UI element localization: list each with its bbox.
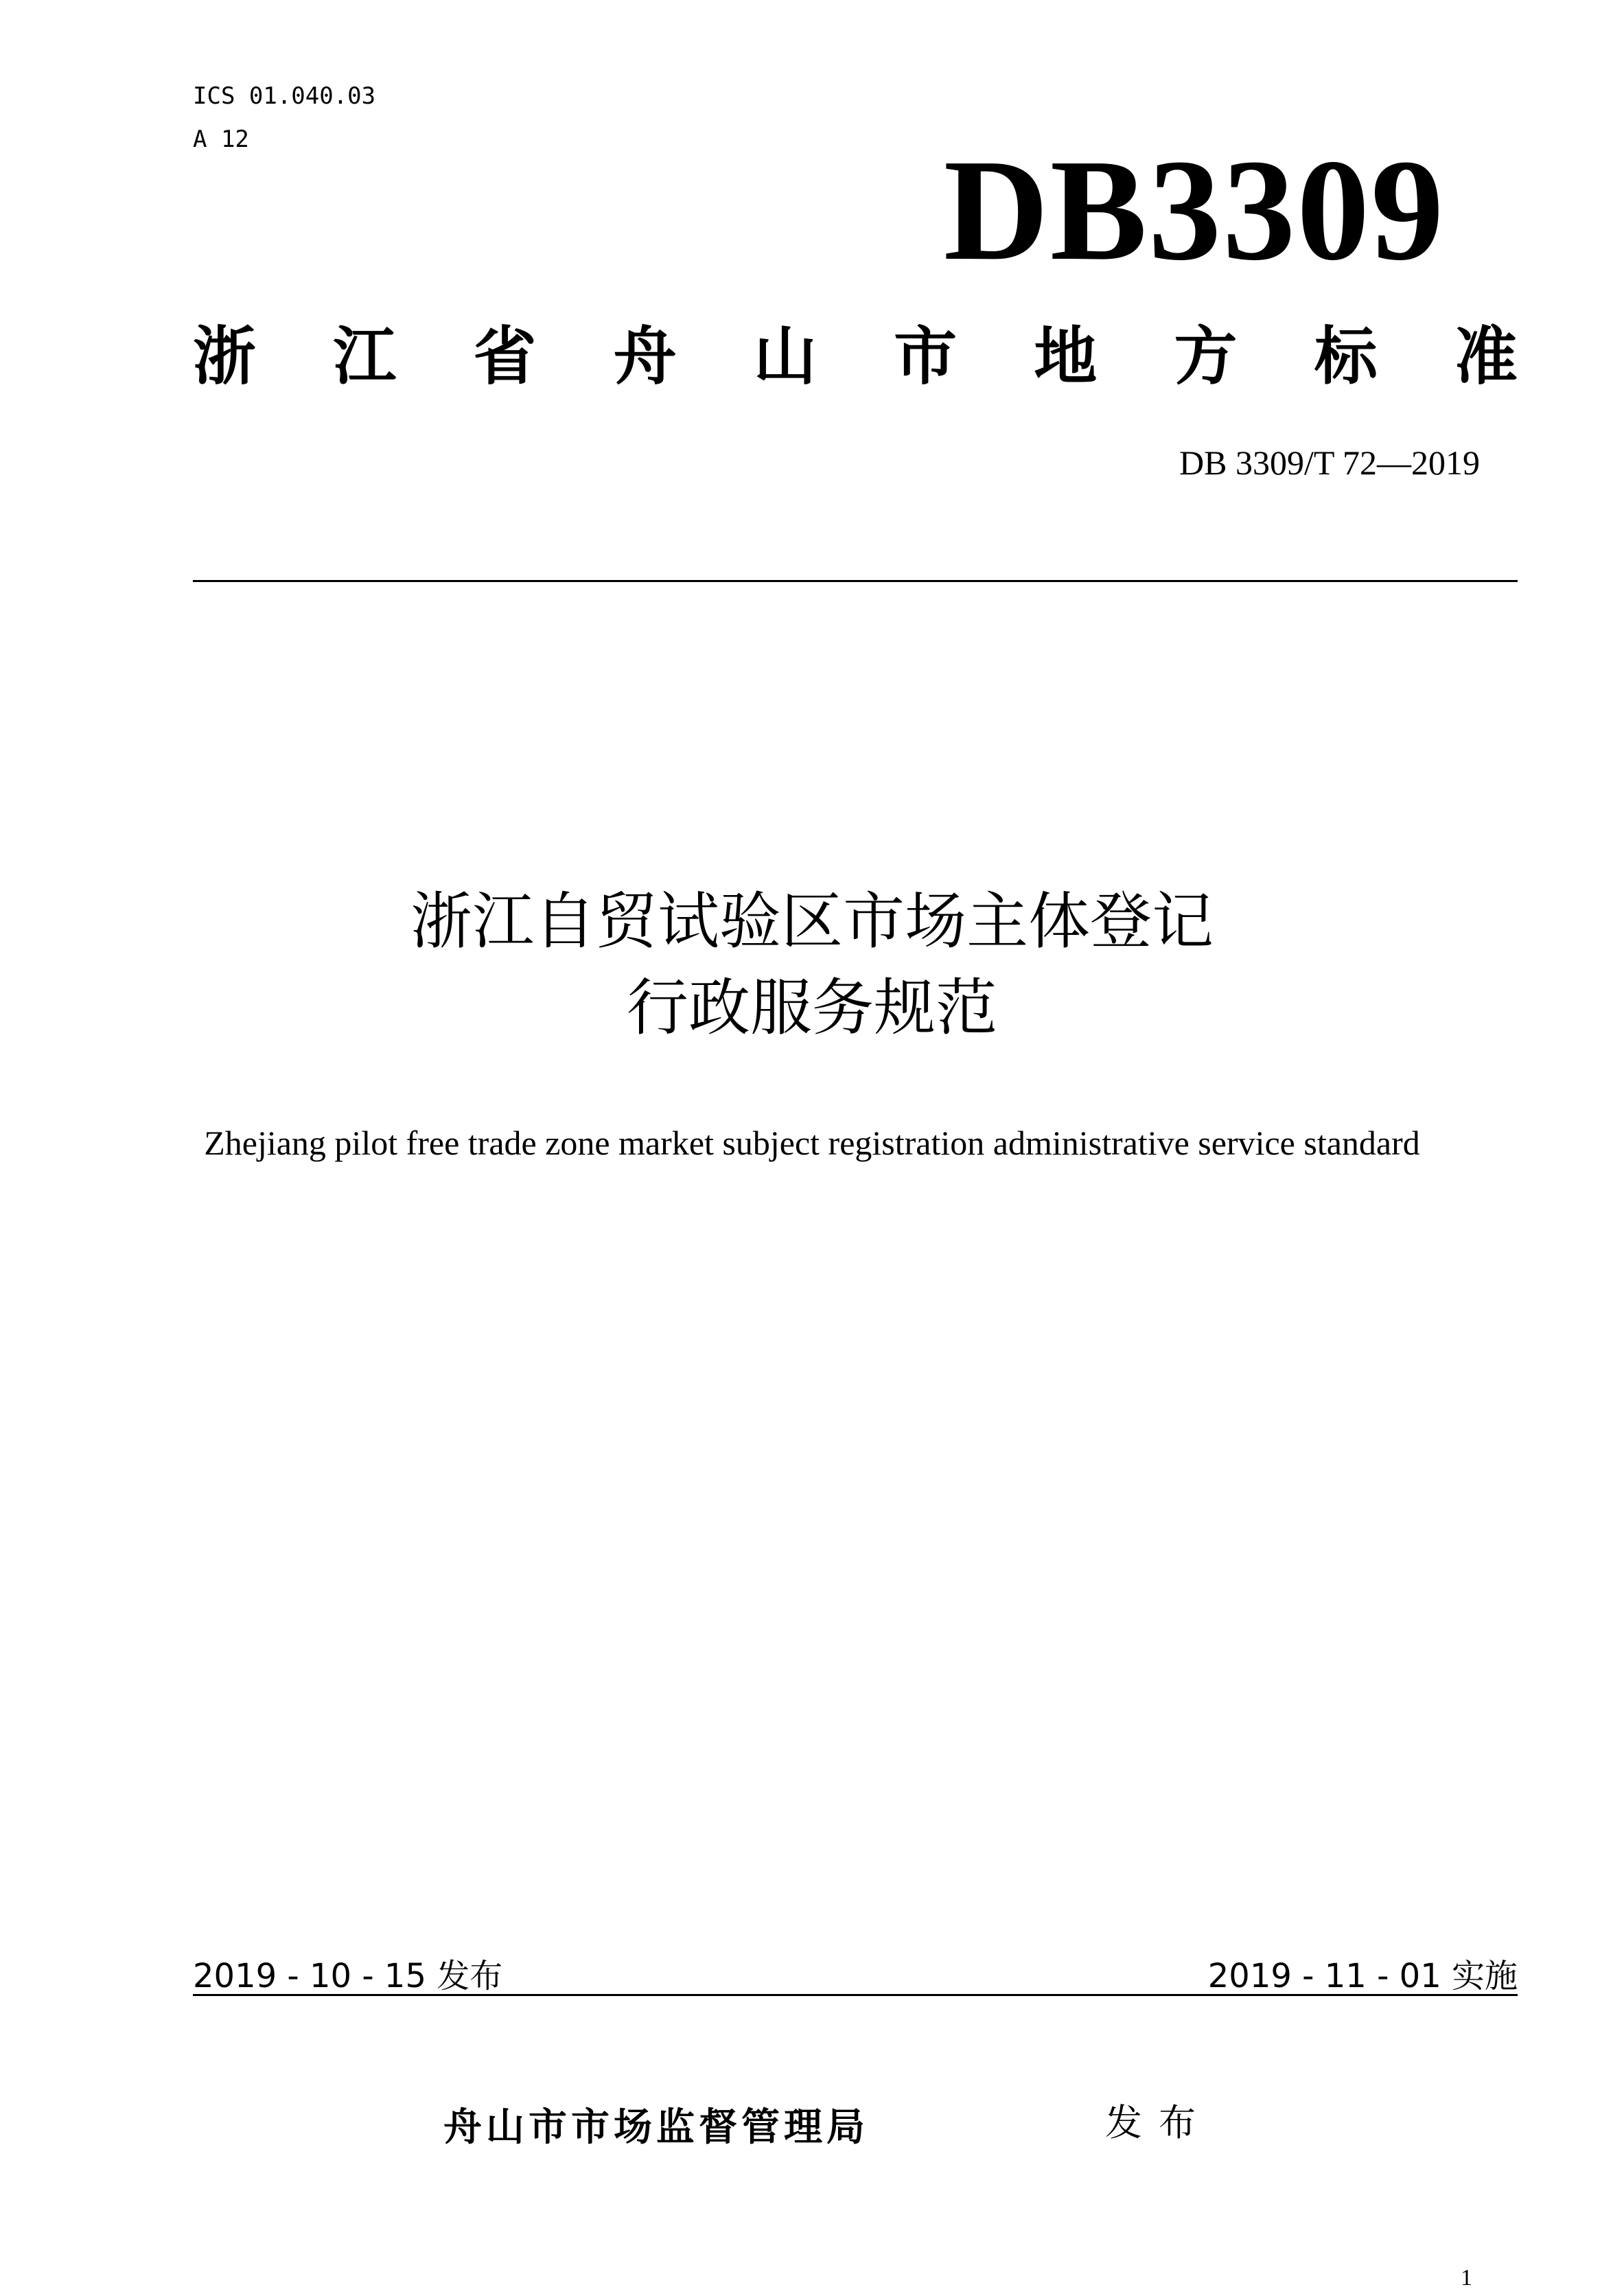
issue-label: 发布	[1105, 2101, 1212, 2144]
title-chinese-line-1: 浙江自贸试验区市场主体登记	[410, 885, 1214, 958]
standard-type-char: 江	[333, 320, 397, 393]
page-number: 1	[1461, 2265, 1472, 2291]
standard-type-char: 市	[894, 320, 958, 393]
standard-type-char: 准	[1454, 320, 1518, 393]
standard-code-large: DB3309	[943, 129, 1446, 290]
standard-type-char: 山	[753, 320, 817, 393]
standard-type-heading	[193, 319, 1518, 395]
standard-type-char: 标	[1314, 320, 1378, 393]
title-english: Zhejiang pilot free trade zone market subject registration administrative service standard	[204, 1124, 1420, 1162]
classification-code: A 12	[193, 126, 249, 153]
divider-bottom	[193, 1994, 1518, 1996]
standard-type-char: 浙	[193, 320, 257, 393]
divider-top	[193, 580, 1518, 582]
issue-date: 2019 - 10 - 15 发布	[193, 1957, 503, 1995]
implementation-date: 2019 - 11 - 01 实施	[1207, 1957, 1518, 1995]
standard-type-char: 地	[1034, 320, 1098, 393]
title-chinese-line-2: 行政服务规范	[627, 972, 997, 1044]
ics-code: ICS 01.040.03	[193, 82, 376, 110]
standard-type-char: 方	[1174, 320, 1238, 393]
standard-type-char: 舟	[613, 320, 677, 393]
issuing-authority: 舟山市市场监督管理局	[443, 2105, 869, 2150]
title-chinese	[0, 879, 1624, 1052]
standard-number: DB 3309/T 72—2019	[1179, 443, 1480, 482]
standard-type-char: 省	[473, 320, 537, 393]
